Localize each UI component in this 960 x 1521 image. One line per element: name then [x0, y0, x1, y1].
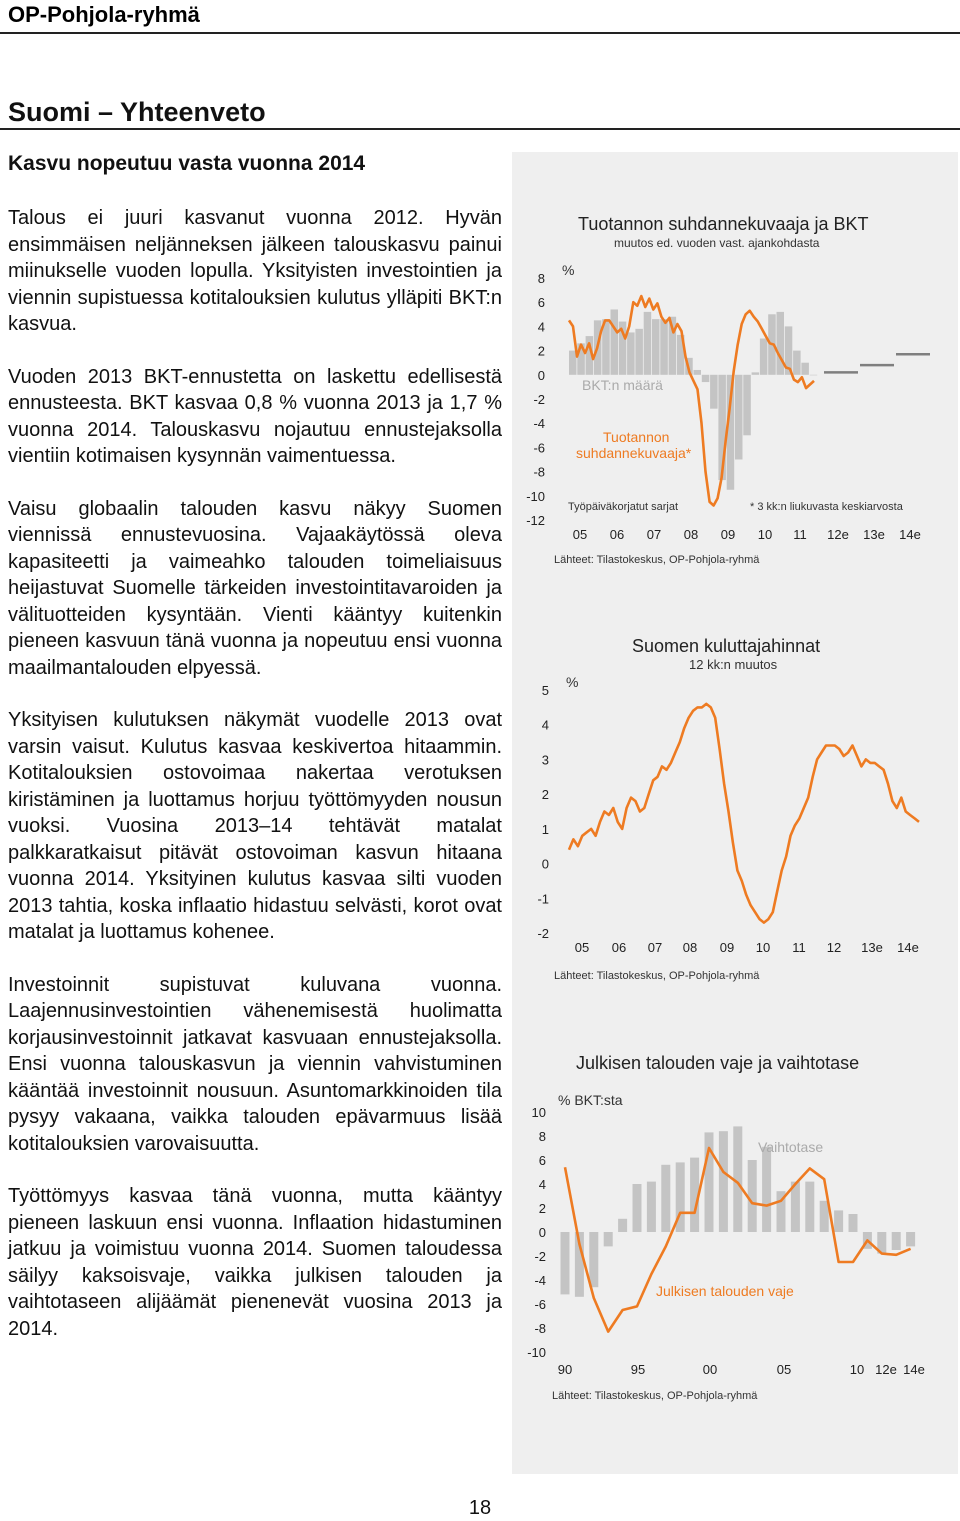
y-tick-label: -8 [534, 1321, 546, 1336]
current-account-bar [633, 1184, 642, 1232]
current-account-bar [762, 1147, 771, 1232]
gdp-bar [793, 351, 801, 375]
x-tick-label: 05 [572, 527, 588, 542]
y-tick-label: -2 [533, 392, 545, 407]
body-text [8, 205, 502, 1368]
current-account-bar [820, 1201, 829, 1232]
gdp-bar [801, 363, 809, 375]
y-tick-label: 10 [531, 1105, 546, 1120]
y-tick-label: -4 [533, 416, 545, 432]
bar-series-label: Vaihtotase [758, 1139, 824, 1155]
page-title: Suomi – Yhteenveto [8, 97, 266, 127]
x-tick-label: 10 [757, 527, 773, 542]
y-tick-label: 6 [538, 1153, 546, 1168]
cpi-line [569, 704, 919, 923]
y-tick-label: 8 [538, 1129, 546, 1144]
brand-name: OP-Pohjola-ryhmä [8, 2, 200, 27]
title-rule [0, 128, 960, 130]
current-account-bar [719, 1131, 728, 1232]
y-unit-label: % [566, 674, 579, 690]
paragraph: Työttömyys kasvaa tänä vuonna, mutta kääntyy pieneen laskuun ensi vuonna. Inflaation hidastuminen jatkuu ja voimistuu vuonna 2014. Suomen taloudessa säilyy kaksoisvaje, vaikka julkisen talouden ja vaihtotaseen alijäämät pienenevät vuosina 2013 ja 2014. [8, 1185, 502, 1340]
y-tick-label: -2 [534, 1249, 546, 1264]
y-tick-label: -12 [526, 513, 545, 528]
gdp-bar [644, 312, 652, 375]
y-tick-label: -10 [527, 1345, 546, 1360]
x-tick-label: 11 [793, 527, 807, 542]
source-label: Lähteet: Tilastokeskus, OP-Pohjola-ryhmä [554, 970, 760, 982]
current-account-bar [661, 1165, 670, 1232]
current-account-bar [834, 1210, 843, 1232]
x-tick-label: 12e [875, 1362, 897, 1377]
gdp-bar [652, 319, 660, 375]
gdp-bar [694, 370, 702, 375]
paragraph: Yksityisen kulutuksen näkymät vuodelle 2013 ovat varsin vaisut. Kulutus kasvaa keskivertoa hitaammin. Kotitalouksien ostovoimaa nakertaa verotuksen kiristäminen ja luottamus horjuu työttömyyden nousun vuoksi. Vuosina 2013–14 tehtävät matalat palkkaratkaisut pitävät ostovoiman kasvun hitaana vuonna 2014. Yksityinen kulutus kasvaa silti vuoden 2013 tahtia, koska inflaatio hidastuu selvästi, korot ovat matalat ja luottamus kohenee. [8, 709, 502, 943]
footnote-label: * 3 kk:n liukuvasta keskiarvosta [750, 501, 903, 513]
paragraph: Vaisu globaalin talouden kasvu näkyy Suomen viennissä ennustevuosina. Vajaakäytössä oleva kapasiteetti ja vaimeahko talouden toimeliaisuus heijastuvat Suomelle tärkeiden investointitavaroiden ja välituotteiden kysyntään. Vienti kääntyy kuitenkin pieneen kasvuun tänä vuonna ja nopeutuu ensi vuonna maailmantalouden elpyessä. [8, 497, 502, 679]
gdp-bar [743, 375, 751, 436]
y-tick-label: 2 [538, 1201, 546, 1216]
x-tick-label: 14e [899, 527, 921, 542]
y-tick-label: -6 [534, 1297, 546, 1312]
x-tick-label: 10 [849, 1362, 865, 1377]
current-account-bar [748, 1160, 757, 1232]
y-tick-label: 4 [537, 319, 545, 335]
y-tick-label: 4 [541, 717, 549, 733]
y-tick-label: 0 [541, 856, 549, 872]
x-tick-label: 12 [826, 940, 842, 955]
current-account-bar [849, 1214, 858, 1232]
current-account-bar [604, 1232, 613, 1246]
gdp-bar [810, 375, 818, 376]
gdp-bar [702, 375, 710, 382]
gdp-bar [735, 375, 743, 460]
current-account-bar [618, 1219, 627, 1232]
y-tick-label: -4 [534, 1273, 546, 1288]
gdp-bar [611, 309, 619, 374]
current-account-bar [906, 1232, 915, 1246]
current-account-bar [805, 1182, 814, 1232]
y-tick-label: -6 [533, 440, 545, 456]
y-tick-label: -8 [533, 464, 545, 480]
y-tick-label: 2 [537, 343, 545, 359]
x-tick-label: 06 [609, 527, 625, 542]
x-tick-label: 06 [611, 940, 627, 955]
x-tick-label: 14e [903, 1362, 925, 1377]
y-tick-label: 3 [541, 752, 549, 768]
gdp-bar [635, 329, 643, 375]
current-account-bar [589, 1232, 598, 1287]
line-series-label: Julkisen talouden vaje [656, 1283, 794, 1299]
y-tick-label: 5 [541, 683, 549, 698]
y-unit-label: % [562, 262, 575, 278]
x-tick-label: 09 [720, 527, 736, 542]
chart-subtitle: muutos ed. vuoden vast. ajankohdasta [614, 236, 820, 250]
paragraph: Investoinnit supistuvat kuluvana vuonna. Laajennusinvestointien vähenemisestä huolimatta korjausinvestoinnit jatkavat kasvuaan ennustejaksolla. Ensi vuonna talouskasvun ja viennin vahvistuminen kääntää investoinnit nousuun. Asuntomarkkinoiden tila pysyy vakaana, vaikka talouden epävarmuus lisää kotitalouksien varovaisuutta. [8, 973, 502, 1155]
chart-title: Julkisen talouden vaje ja vaihtotase [576, 1053, 860, 1073]
y-tick-label: 2 [541, 787, 549, 803]
y-tick-label: -2 [537, 926, 549, 941]
gdp-bar [760, 339, 768, 375]
y-unit-label: % BKT:sta [558, 1092, 623, 1108]
y-tick-label: 4 [538, 1177, 546, 1192]
note-label: Työpäiväkorjatut sarjat [568, 501, 679, 513]
source-label: Lähteet: Tilastokeskus, OP-Pohjola-ryhmä [554, 554, 760, 566]
header-rule [0, 32, 960, 34]
x-tick-label: 12e [827, 527, 849, 542]
source-label: Lähteet: Tilastokeskus, OP-Pohjola-ryhmä [552, 1390, 758, 1402]
current-account-bar [647, 1182, 656, 1232]
chart-subtitle: 12 kk:n muutos [689, 657, 778, 672]
y-tick-label: 6 [537, 295, 545, 311]
current-account-bar [561, 1232, 570, 1294]
y-tick-label: -1 [537, 891, 549, 907]
page-subtitle: Kasvu nopeutuu vasta vuonna 2014 [8, 152, 366, 175]
cpi-chart [512, 620, 958, 1000]
x-tick-label: 07 [647, 940, 663, 955]
gdp-bar [777, 312, 785, 375]
current-account-bar [892, 1232, 901, 1250]
x-tick-label: 09 [719, 940, 735, 955]
deficit-chart [512, 1040, 958, 1410]
x-tick-label: 13e [861, 940, 883, 955]
x-tick-label: 10 [755, 940, 771, 955]
x-tick-label: 11 [792, 940, 806, 955]
chart-title: Suomen kuluttajahinnat [632, 636, 821, 656]
chart-title: Tuotannon suhdannekuvaaja ja BKT [578, 214, 869, 234]
x-tick-label: 08 [682, 940, 698, 955]
gdp-bar [627, 332, 635, 374]
x-tick-label: 90 [557, 1362, 573, 1377]
x-tick-label: 07 [646, 527, 662, 542]
line-series-label-1: Tuotannon [603, 429, 670, 445]
page-number: 18 [468, 1497, 492, 1519]
y-tick-label: 8 [537, 271, 545, 286]
x-tick-label: 05 [776, 1362, 792, 1377]
gdp-bar [660, 319, 668, 375]
y-tick-label: 1 [541, 821, 549, 837]
y-tick-label: 0 [537, 367, 545, 383]
paragraph: Talous ei juuri kasvanut vuonna 2012. Hyvän ensimmäisen neljänneksen jälkeen talouskasvu painui miinukselle vuoden lopulla. Yksityisten investointien ja viennin supistuessa kotitalouksien kulutus ylläpiti BKT:n kasvua. [8, 207, 502, 335]
y-tick-label: -10 [526, 488, 545, 504]
y-tick-label: 0 [538, 1225, 546, 1240]
x-tick-label: 00 [702, 1362, 718, 1377]
bar-series-label: BKT:n määrä [582, 377, 663, 393]
x-tick-label: 95 [630, 1362, 646, 1377]
gdp-bar [752, 372, 760, 374]
x-tick-label: 05 [574, 940, 590, 955]
line-series-label-2: suhdannekuvaaja* [576, 445, 692, 461]
gdp-chart [512, 190, 958, 580]
x-tick-label: 14e [897, 940, 919, 955]
gdp-bar [710, 375, 718, 409]
x-tick-label: 13e [863, 527, 885, 542]
x-tick-label: 08 [683, 527, 699, 542]
paragraph: Vuoden 2013 BKT-ennustetta on laskettu edellisestä ennusteesta. BKT kasvaa 0,8 % vuonna 2013 ja 1,7 % vuonna 2014. Talouskasvu nojautuu ennustejaksolla vientiin kotimaisen kysynnän vaimentuessa. [8, 365, 502, 467]
